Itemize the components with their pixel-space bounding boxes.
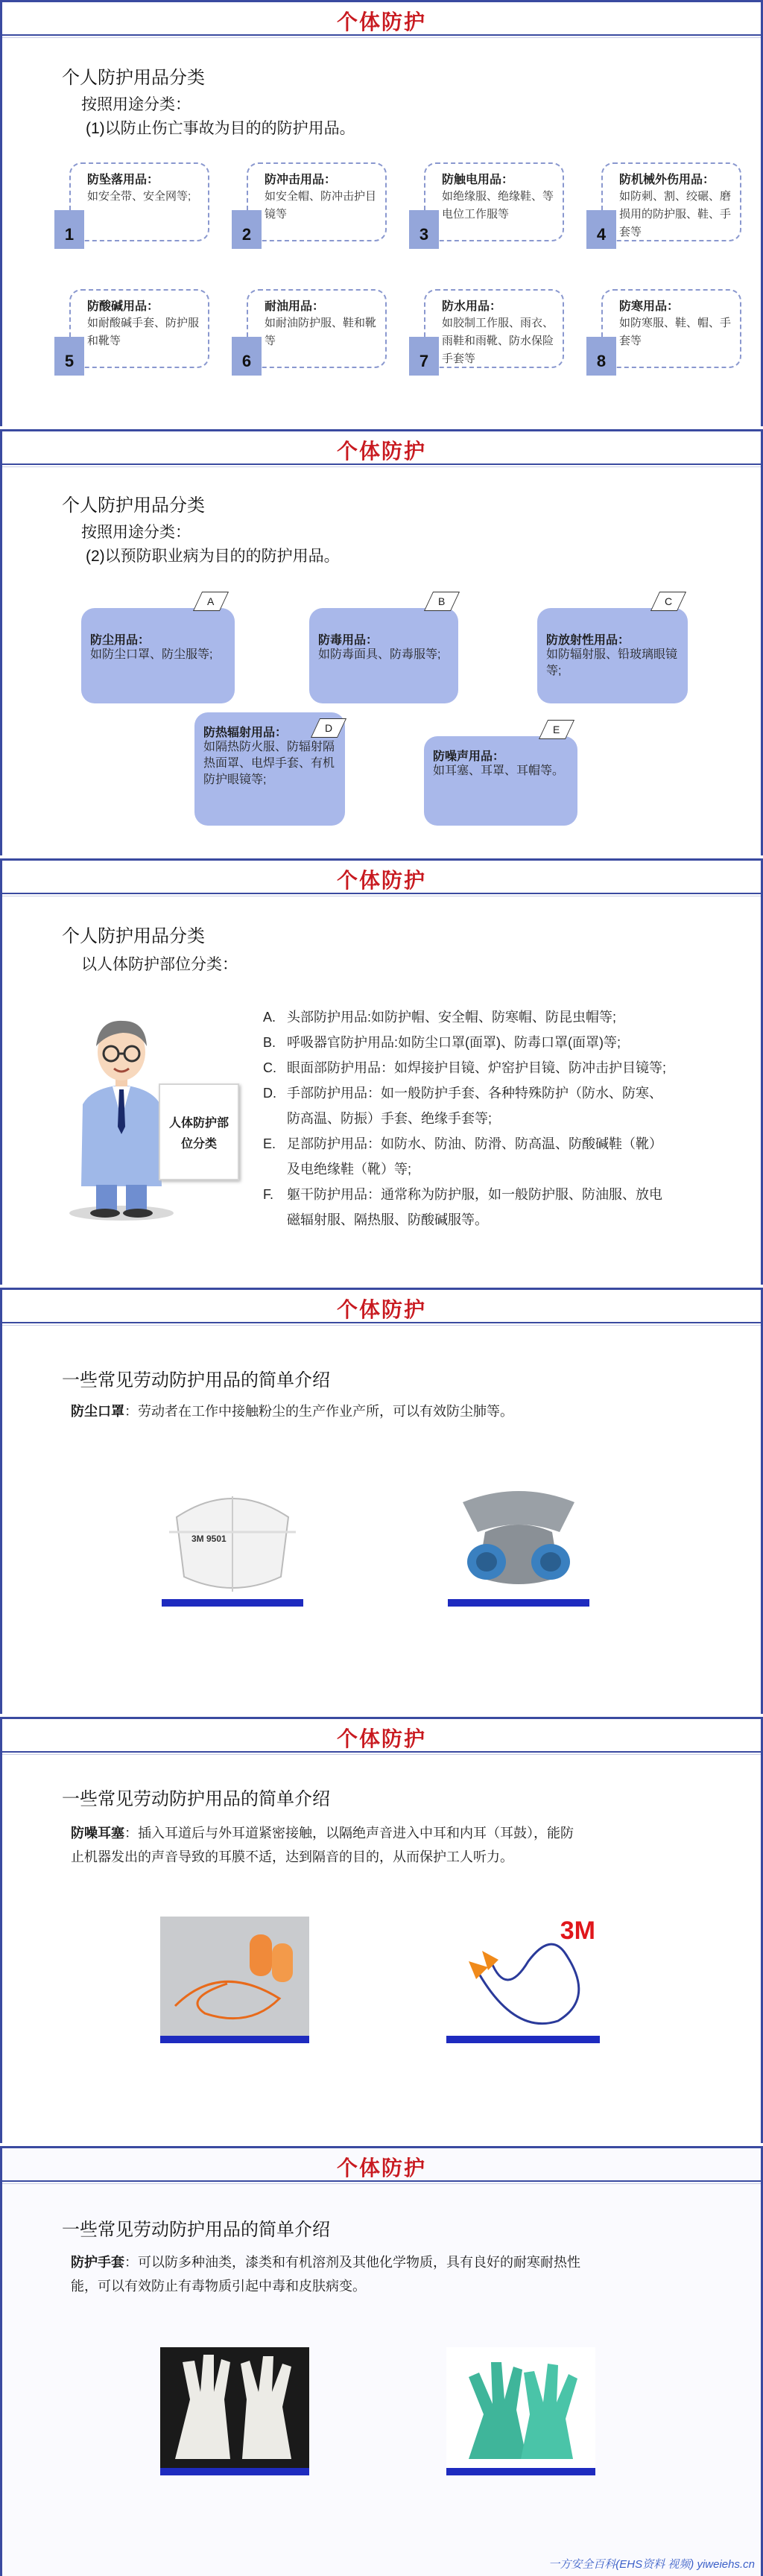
title-rule bbox=[2, 1322, 761, 1323]
image-underline bbox=[446, 2036, 600, 2043]
item-letter: B. bbox=[263, 1035, 276, 1050]
title-rule-thin bbox=[2, 1325, 761, 1326]
title-rule-thin bbox=[2, 2183, 761, 2184]
category-body: 如安全帽、防冲击护目镜等 bbox=[265, 190, 377, 221]
corded-earplugs-image bbox=[446, 1917, 600, 2036]
slide-3 bbox=[0, 858, 763, 1285]
category-number: 2 bbox=[232, 210, 262, 249]
chemical-gloves-image bbox=[446, 2347, 595, 2468]
category-body: 如耐油防护服、鞋和靴等 bbox=[265, 317, 377, 347]
title-rule-thin bbox=[2, 37, 761, 38]
letter-tag bbox=[650, 592, 686, 611]
image-underline bbox=[160, 2036, 309, 2043]
image-underline bbox=[162, 1599, 303, 1607]
title-rule bbox=[2, 2180, 761, 2182]
slide-title: 个体防护 bbox=[336, 2156, 426, 2180]
section-heading: 个人防护用品分类 bbox=[62, 68, 205, 88]
top-line bbox=[2, 858, 761, 861]
top-line bbox=[2, 429, 761, 431]
item-letter: D. bbox=[263, 1086, 276, 1101]
list-item bbox=[263, 1004, 616, 1030]
cotton-gloves-image bbox=[160, 2347, 309, 2468]
tag-letter: B bbox=[438, 595, 446, 607]
brand-logo: 3M bbox=[560, 1917, 595, 1945]
category-title: 防酸碱用品： bbox=[87, 300, 159, 313]
slide-5 bbox=[0, 1717, 763, 2143]
tag-letter: D bbox=[324, 722, 333, 734]
category-number: 1 bbox=[54, 210, 84, 249]
item-text: 头部防护用品:如防护帽、安全帽、防寒帽、防昆虫帽等; bbox=[287, 1010, 616, 1025]
list-item bbox=[263, 1131, 662, 1156]
slide-1 bbox=[0, 0, 763, 426]
respirator-image bbox=[448, 1487, 589, 1599]
cotton-gloves-icon bbox=[160, 2347, 309, 2468]
category-number: 7 bbox=[409, 337, 439, 376]
blob-title: 防尘用品： bbox=[90, 634, 151, 647]
tag-letter: A bbox=[207, 595, 215, 607]
subheading: 以人体防护部位分类： bbox=[81, 956, 238, 973]
title-rule-thin bbox=[2, 1754, 761, 1755]
dust-mask-icon bbox=[162, 1487, 303, 1599]
section-heading: 一些常见劳动防护用品的简单介绍 bbox=[62, 2220, 330, 2240]
top-line bbox=[2, 1288, 761, 1290]
category-box bbox=[424, 289, 564, 368]
item-letter: A. bbox=[263, 1010, 276, 1025]
protection-blob bbox=[81, 608, 235, 703]
slide-title: 个体防护 bbox=[336, 1298, 426, 1321]
top-line bbox=[2, 0, 761, 2]
category-body: 如防寒服、鞋、帽、手套等 bbox=[619, 317, 732, 347]
blob-body: 如防尘口罩、防尘服等; bbox=[90, 648, 213, 661]
blob-title: 防噪声用品： bbox=[433, 750, 505, 763]
title-rule bbox=[2, 1751, 761, 1753]
item-text: 足部防护用品：如防水、防油、防滑、防高温、防酸碱鞋（靴） bbox=[287, 1136, 662, 1151]
category-title: 防机械外伤用品： bbox=[619, 174, 715, 186]
protection-blob bbox=[537, 608, 688, 703]
blob-body: 如隔热防火服、防辐射隔热面罩、电焊手套、有机防护眼镜等; bbox=[203, 741, 335, 786]
letter-tag bbox=[424, 592, 460, 611]
item-letter: F. bbox=[263, 1187, 274, 1202]
category-title: 防水用品： bbox=[442, 300, 502, 313]
title-rule bbox=[2, 893, 761, 894]
earplugs-image bbox=[160, 1917, 309, 2036]
section-heading: 个人防护用品分类 bbox=[62, 496, 205, 516]
blob-body: 如防毒面具、防毒服等; bbox=[318, 648, 441, 661]
category-body: 如耐酸碱手套、防护服和靴等 bbox=[87, 317, 200, 347]
category-number: 5 bbox=[54, 337, 84, 376]
image-underline bbox=[160, 2468, 309, 2475]
tag-letter: E bbox=[553, 724, 560, 735]
slide-2 bbox=[0, 429, 763, 855]
category-box bbox=[69, 289, 209, 368]
subheading-2: (1)以防止伤亡事故为目的的防护用品。 bbox=[86, 120, 355, 137]
subheading: 按照用途分类： bbox=[81, 96, 191, 113]
title-rule-thin bbox=[2, 466, 761, 467]
list-item bbox=[263, 1182, 662, 1207]
subheading-2: (2)以预防职业病为目的的防护用品。 bbox=[86, 548, 340, 565]
category-number: 4 bbox=[586, 210, 616, 249]
category-body: 如胶制工作服、雨衣、雨鞋和雨靴、防水保险手套等 bbox=[442, 317, 554, 365]
category-title: 防冲击用品： bbox=[265, 174, 337, 186]
item-text: 眼面部防护用品：如焊接护目镜、炉窑护目镜、防冲击护目镜等; bbox=[287, 1060, 666, 1075]
slide-title: 个体防护 bbox=[336, 869, 426, 892]
slide-6 bbox=[0, 2146, 763, 2576]
category-number: 6 bbox=[232, 337, 262, 376]
category-title: 防坠落用品： bbox=[87, 174, 159, 186]
letter-tag bbox=[539, 720, 574, 739]
slide-4 bbox=[0, 1288, 763, 1714]
category-title: 防寒用品： bbox=[619, 300, 680, 313]
category-number: 3 bbox=[409, 210, 439, 249]
dust-mask-image bbox=[162, 1487, 303, 1599]
title-rule bbox=[2, 34, 761, 36]
blob-body: 如防辐射服、铅玻璃眼镜等; bbox=[546, 648, 678, 677]
slide-title: 个体防护 bbox=[336, 1727, 426, 1750]
description-line-2: 止机器发出的声音导致的耳膜不适，达到隔音的目的，从而保护工人听力。 bbox=[71, 1849, 513, 1864]
mask-label: 3M 9501 bbox=[191, 1534, 227, 1544]
list-item bbox=[263, 1080, 662, 1106]
desc-text: ：插入耳道后与外耳道紧密接触，以隔绝声音进入中耳和内耳（耳鼓），能防 bbox=[124, 1826, 574, 1841]
section-heading: 个人防护用品分类 bbox=[62, 926, 205, 946]
slide-title: 个体防护 bbox=[336, 10, 426, 34]
description bbox=[71, 1401, 513, 1420]
description bbox=[71, 2250, 580, 2274]
subheading: 按照用途分类： bbox=[81, 524, 191, 541]
category-box bbox=[247, 162, 387, 241]
desc-text: ：可以防多种油类，漆类和有机溶剂及其他化学物质，具有良好的耐寒耐热性 bbox=[124, 2255, 580, 2270]
category-box bbox=[247, 289, 387, 368]
item-letter: E. bbox=[263, 1136, 276, 1151]
image-underline bbox=[446, 2468, 595, 2475]
blob-title: 防放射性用品： bbox=[546, 634, 630, 647]
item-text: 呼吸器官防护用品:如防尘口罩(面罩)、防毒口罩(面罩)等; bbox=[287, 1035, 621, 1050]
earplugs-icon bbox=[160, 1917, 309, 2036]
category-number: 8 bbox=[586, 337, 616, 376]
list-item bbox=[263, 1030, 621, 1055]
desc-text: ：劳动者在工作中接触粉尘的生产作业产所，可以有效防尘肺等。 bbox=[124, 1404, 513, 1419]
blob-body: 如耳塞、耳罩、耳帽等。 bbox=[433, 765, 565, 777]
item-letter: C. bbox=[263, 1060, 276, 1075]
term: 防尘口罩 bbox=[71, 1404, 124, 1419]
footer-watermark: 一方安全百科(EHS资料 视频) yiweiehs.cn bbox=[548, 2558, 755, 2571]
section-heading: 一些常见劳动防护用品的简单介绍 bbox=[62, 1789, 330, 1809]
item-text: 及电绝缘鞋（靴）等; bbox=[287, 1162, 412, 1177]
description bbox=[71, 1821, 574, 1845]
category-box bbox=[69, 162, 209, 241]
description-line-2: 能，可以有效防止有毒物质引起中毒和皮肤病变。 bbox=[71, 2279, 366, 2294]
protection-blob bbox=[424, 736, 577, 826]
term: 防噪耳塞 bbox=[71, 1826, 124, 1841]
slide-title: 个体防护 bbox=[336, 440, 426, 463]
item-text: 磁辐射服、隔热服、防酸碱服等。 bbox=[287, 1212, 488, 1227]
category-body: 如防刺、割、绞碾、磨损用的防护服、鞋、手套等 bbox=[619, 190, 732, 238]
respirator-icon bbox=[448, 1487, 589, 1599]
item-text: 躯干防护用品：通常称为防护服，如一般防护服、防油服、放电 bbox=[287, 1187, 662, 1202]
list-item-continued bbox=[263, 1207, 488, 1232]
list-item-continued bbox=[263, 1156, 411, 1182]
category-title: 防触电用品： bbox=[442, 174, 514, 186]
section-heading: 一些常见劳动防护用品的简单介绍 bbox=[62, 1370, 330, 1390]
blob-title: 防热辐射用品： bbox=[203, 727, 288, 739]
category-box bbox=[424, 162, 564, 241]
top-line bbox=[2, 2146, 761, 2148]
classification-card bbox=[159, 1083, 239, 1180]
category-box bbox=[601, 162, 741, 241]
card-label: 人体防护部位分类 bbox=[169, 1117, 229, 1151]
term: 防护手套 bbox=[71, 2255, 124, 2270]
category-title: 耐油用品： bbox=[265, 300, 325, 313]
protection-blob bbox=[309, 608, 458, 703]
tag-letter: C bbox=[664, 595, 673, 607]
item-text: 防高温、防振）手套、绝缘手套等; bbox=[287, 1111, 492, 1126]
blob-title: 防毒用品： bbox=[318, 634, 379, 647]
category-body: 如绝缘服、绝缘鞋、等电位工作服等 bbox=[442, 190, 554, 221]
chemical-gloves-icon bbox=[446, 2347, 595, 2468]
category-box bbox=[601, 289, 741, 368]
image-underline bbox=[448, 1599, 589, 1607]
list-item bbox=[263, 1055, 666, 1080]
item-text: 手部防护用品：如一般防护手套、各种特殊防护（防水、防寒、 bbox=[287, 1086, 662, 1101]
list-item-continued bbox=[263, 1106, 492, 1131]
title-rule bbox=[2, 463, 761, 465]
category-body: 如安全带、安全网等; bbox=[87, 190, 191, 203]
top-line bbox=[2, 1717, 761, 1719]
